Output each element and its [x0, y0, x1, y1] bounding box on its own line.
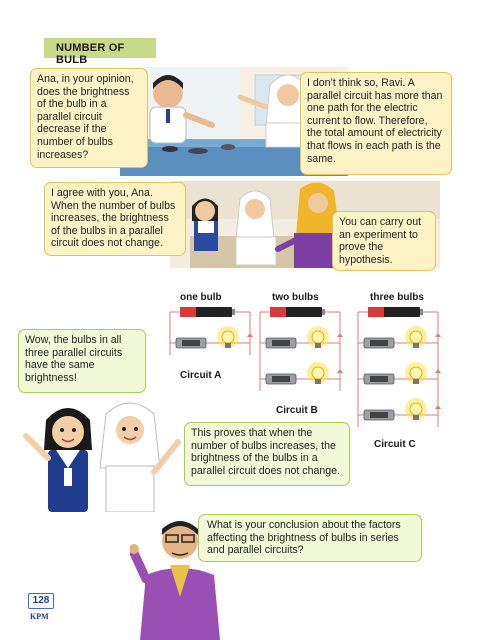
battery-terminal [420, 309, 423, 315]
battery [180, 307, 235, 317]
current-arrow [247, 333, 253, 337]
switch-lever [370, 412, 388, 418]
bulb [410, 403, 422, 415]
header-three-bulbs: three bulbs [370, 292, 424, 303]
circuit-a-label: Circuit A [180, 370, 222, 381]
bulb-base [315, 379, 321, 384]
current-arrow [337, 333, 343, 337]
bulb [410, 331, 422, 343]
switch-lever [182, 340, 200, 346]
bulb [312, 331, 324, 343]
speech-bubble-experiment: You can carry out an experiment to prove the hypothesis. [332, 211, 436, 271]
page-number: 128 [28, 593, 54, 609]
current-arrow [337, 369, 343, 373]
speech-bubble-proves: This proves that when the number of bulbs increases, the brightness of the bulbs in a parallel circuit does not change. [184, 422, 350, 486]
speech-bubble-ana-question: Ana, in your opinion, does the brightness of the bulb in a parallel circuit decrease if the number of bulbs increases? [30, 68, 148, 168]
battery-terminal [232, 309, 235, 315]
switch-lever [370, 376, 388, 382]
bulb-base [315, 343, 321, 348]
illustration-two-girls [18, 392, 188, 512]
header-one-bulb: one bulb [180, 292, 222, 303]
current-arrow [435, 405, 441, 409]
circuit-b-diagram [256, 305, 344, 403]
bulb-base [225, 343, 231, 348]
bulb [312, 367, 324, 379]
battery-positive [180, 307, 196, 317]
bulb [410, 367, 422, 379]
circuit-c-label: Circuit C [374, 439, 416, 450]
battery-terminal [322, 309, 325, 315]
battery [270, 307, 325, 317]
battery [368, 307, 423, 317]
battery-positive [270, 307, 286, 317]
switch-lever [272, 340, 290, 346]
section-title: NUMBER OF BULB [44, 38, 156, 58]
current-arrow [435, 369, 441, 373]
circuit-a-diagram [166, 305, 254, 367]
switch-lever [370, 340, 388, 346]
bulb-base [413, 415, 419, 420]
publisher-logo-text: KPM [30, 612, 49, 621]
battery-positive [368, 307, 384, 317]
bulb-base [413, 379, 419, 384]
switch-lever [272, 376, 290, 382]
bulb [222, 331, 234, 343]
speech-bubble-agree: I agree with you, Ana. When the number of bulbs increases, the brightness of the bulbs in a parallel circuit does not change. [44, 182, 186, 256]
circuit-b-label: Circuit B [276, 405, 318, 416]
question-box: What is your conclusion about the factors affecting the brightness of bulbs in series and parallel circuits? [198, 514, 422, 562]
bulb-base [413, 343, 419, 348]
current-arrow [435, 333, 441, 337]
header-two-bulbs: two bulbs [272, 292, 319, 303]
speech-bubble-ravi-answer: I don’t think so, Ravi. A parallel circuit has more than one path for the electric current to flow. Therefore, the total amount of electricity that flows in each path is the same. [300, 72, 452, 175]
circuit-c-diagram [354, 305, 442, 439]
speech-bubble-wow: Wow, the bulbs in all three parallel circuits have the same brightness! [18, 329, 146, 393]
